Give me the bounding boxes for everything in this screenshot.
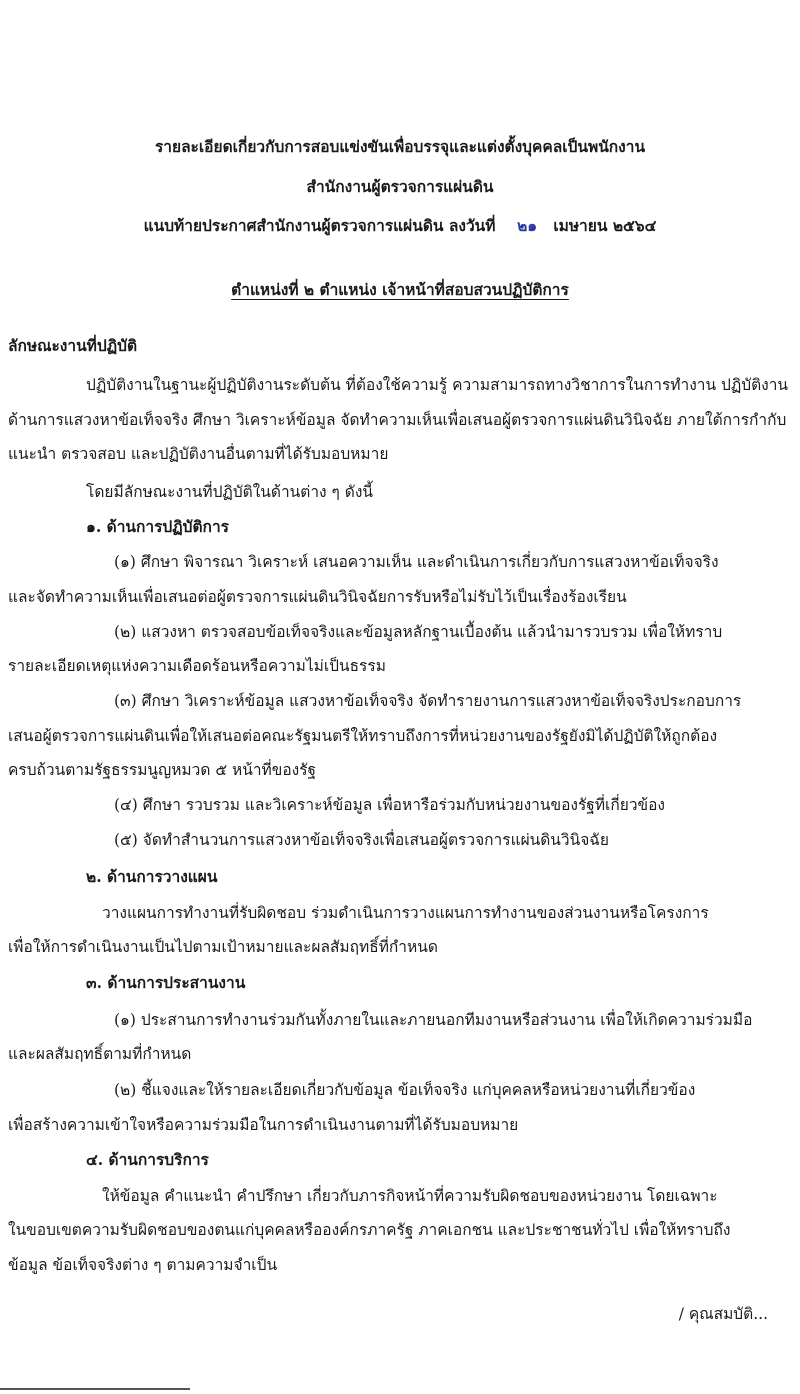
intro-line-2: ด้านการแสวงหาข้อเท็จจริง ศึกษา วิเคราะห์ข้อมูล จัดทำความเห็นเพื่อเสนอผู้ตรวจการแผ่นดินวินิจฉัย ภายใต้การกำกับ [8, 411, 787, 429]
intro-line-3: แนะนำ ตรวจสอบ และปฏิบัติงานอื่นตามที่ได้รับมอบหมาย [8, 445, 389, 463]
scan-edge-rule [0, 1388, 190, 1390]
date-day: ๒๑ [517, 216, 538, 235]
area-line: (๑) ประสานการทำงานร่วมกันทั้งภายในและภายนอกทีมงานหรือส่วนงาน เพื่อให้เกิดความร่วมมือ [114, 1011, 753, 1029]
area-line: ครบถ้วนตามรัฐธรรมนูญหมวด ๕ หน้าที่ของรัฐ [8, 761, 317, 779]
annex-text: แนบท้ายประกาศสำนักงานผู้ตรวจการแผ่นดิน ลงวันที่ [143, 216, 496, 235]
area-line: และผลสัมฤทธิ์ตามที่กำหนด [8, 1045, 192, 1063]
area-line: (๒) ชี้แจงและให้รายละเอียดเกี่ยวกับข้อมูล ข้อเท็จจริง แก่บุคคลหรือหน่วยงานที่เกี่ยวข้อง [114, 1081, 696, 1099]
area-title: ๔. ด้านการบริการ [86, 1150, 209, 1169]
date-month-year: เมษายน ๒๕๖๔ [553, 216, 657, 235]
header-annex-line [0, 215, 800, 237]
header-agency: สำนักงานผู้ตรวจการแผ่นดิน [306, 177, 494, 196]
area-title: ๑. ด้านการปฏิบัติการ [86, 517, 229, 536]
area-line: ให้ข้อมูล คำแนะนำ คำปรึกษา เกี่ยวกับภารกิจหน้าที่ความรับผิดชอบของหน่วยงาน โดยเฉพาะ [102, 1187, 718, 1205]
area-line: เสนอผู้ตรวจการแผ่นดินเพื่อให้เสนอต่อคณะรัฐมนตรีให้ทราบถึงการที่หน่วยงานของรัฐยังมิได้ปฏิบัติให้ถูกต้อง [8, 727, 718, 745]
area-line: ข้อมูล ข้อเท็จจริงต่าง ๆ ตามความจำเป็น [8, 1256, 278, 1274]
area-line: (๔) ศึกษา รวบรวม และวิเคราะห์ข้อมูล เพื่อหารือร่วมกับหน่วยงานของรัฐที่เกี่ยวข้อง [114, 796, 665, 814]
intro-line-1: ปฏิบัติงานในฐานะผู้ปฏิบัติงานระดับต้น ที่ต้องใช้ความรู้ ความสามารถทางวิชาการในการทำงาน ปฏิบัติงาน [86, 376, 789, 394]
area-line: รายละเอียดเหตุแห่งความเดือดร้อนหรือความไม่เป็นธรรม [8, 657, 386, 675]
area-line: เพื่อให้การดำเนินงานเป็นไปตามเป้าหมายและผลสัมฤทธิ์ที่กำหนด [8, 938, 438, 956]
area-line: (๒) แสวงหา ตรวจสอบข้อเท็จจริงและข้อมูลหลักฐานเบื้องต้น แล้วนำมารวบรวม เพื่อให้ทราบ [114, 623, 723, 641]
area-line: วางแผนการทำงานที่รับผิดชอบ ร่วมดำเนินการวางแผนการทำงานของส่วนงานหรือโครงการ [102, 904, 709, 922]
area-line: และจัดทำความเห็นเพื่อเสนอต่อผู้ตรวจการแผ่นดินวินิจฉัยการรับหรือไม่รับไว้เป็นเรื่องร้องเรียน [8, 588, 627, 606]
area-title: ๓. ด้านการประสานงาน [86, 973, 246, 992]
area-line: (๓) ศึกษา วิเคราะห์ข้อมูล แสวงหาข้อเท็จจริง จัดทำรายงานการแสวงหาข้อเท็จจริงประกอบการ [114, 692, 742, 710]
continuation-note: / คุณสมบัติ... [678, 1305, 768, 1323]
area-line: (๑) ศึกษา พิจารณา วิเคราะห์ เสนอความเห็น และดำเนินการเกี่ยวกับการแสวงหาข้อเท็จจริง [114, 553, 719, 571]
area-line: ในขอบเขตความรับผิดชอบของตนแก่บุคคลหรือองค์กรภาครัฐ ภาคเอกชน และประชาชนทั่วไป เพื่อให้ทราบถึง [8, 1221, 731, 1239]
intro-lead: โดยมีลักษณะงานที่ปฏิบัติในด้านต่าง ๆ ดังนี้ [86, 483, 374, 501]
area-line: (๕) จัดทำสำนวนการแสวงหาข้อเท็จจริงเพื่อเสนอผู้ตรวจการแผ่นดินวินิจฉัย [114, 831, 609, 849]
area-line: เพื่อสร้างความเข้าใจหรือความร่วมมือในการดำเนินงานตามที่ได้รับมอบหมาย [8, 1116, 519, 1134]
area-title: ๒. ด้านการวางแผน [86, 867, 218, 886]
position-title: ตำแหน่งที่ ๒ ตำแหน่ง เจ้าหน้าที่สอบสวนปฏิบัติการ [231, 280, 569, 299]
section-heading: ลักษณะงานที่ปฏิบัติ [8, 336, 138, 355]
header-title: รายละเอียดเกี่ยวกับการสอบแข่งขันเพื่อบรรจุและแต่งตั้งบุคคลเป็นพนักงาน [154, 137, 646, 156]
